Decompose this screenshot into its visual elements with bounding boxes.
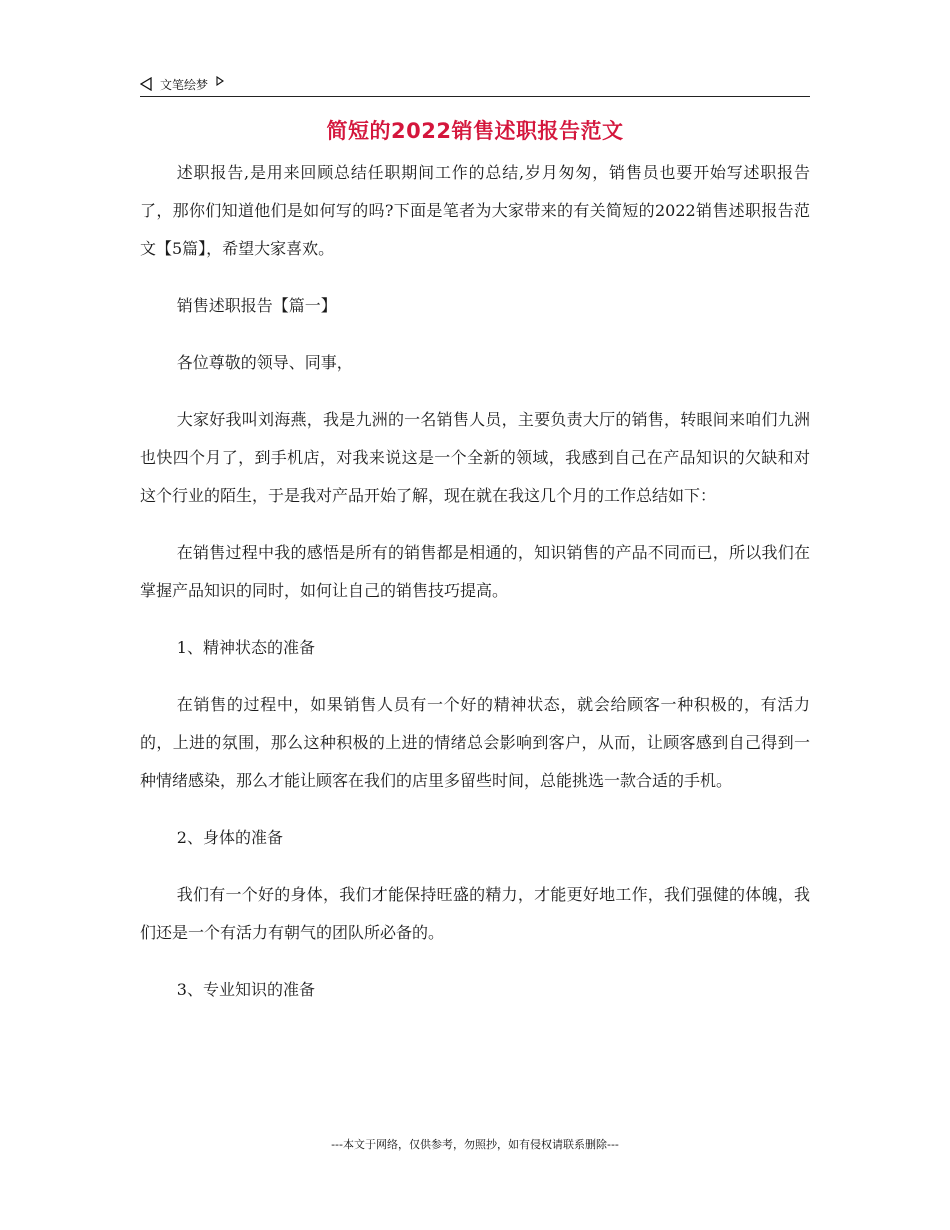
subheading: 3、专业知识的准备 <box>176 980 315 999</box>
subheading: 2、身体的准备 <box>176 828 283 847</box>
triangle-left-icon <box>140 77 152 91</box>
intro-paragraph: 述职报告,是用来回顾总结任职期间工作的总结,岁月匆匆，销售员也要开始写述职报告了，那你们知道他们是如何写的吗?下面是笔者为大家带来的有关简短的2022销售述职报告范文【5篇】，希望大家喜欢。 <box>140 163 810 258</box>
salutation: 各位尊敬的领导、同事， <box>176 353 353 372</box>
body-paragraph: 我们有一个好的身体，我们才能保持旺盛的精力，才能更好地工作，我们强健的体魄，我们还是一个有活力有朝气的团队所必备的。 <box>140 885 810 942</box>
body-paragraph: 在销售的过程中，如果销售人员有一个好的精神状态，就会给顾客一种积极的，有活力的，上进的氛围，那么这种积极的上进的情绪总会影响到客户，从而，让顾客感到自己得到一种情绪感染，那么才能让顾客在我们的店里多留些时间，总能挑选一款合适的手机。 <box>140 695 810 790</box>
body-paragraph: 大家好我叫刘海燕，我是九洲的一名销售人员，主要负责大厅的销售，转眼间来咱们九洲也快四个月了，到手机店，对我来说这是一个全新的领域，我感到自己在产品知识的欠缺和对这个行业的陌生，于是我对产品开始了解，现在就在我这几个月的工作总结如下： <box>140 410 810 505</box>
subheading: 1、精神状态的准备 <box>176 638 315 657</box>
section-heading: 销售述职报告【篇一】 <box>176 296 337 315</box>
document-body <box>140 154 810 1009</box>
triangle-right-icon <box>216 76 224 86</box>
body-paragraph: 在销售过程中我的感悟是所有的销售都是相通的，知识销售的产品不同而已，所以我们在掌握产品知识的同时，如何让自己的销售技巧提高。 <box>140 543 810 600</box>
header-brand: 文笔绘梦 <box>160 77 209 92</box>
page-header <box>140 72 810 97</box>
page-footer: ---本文于网络，仅供参考，勿照抄，如有侵权请联系删除--- <box>331 1138 619 1151</box>
document-title: 简短的2022销售述职报告范文 <box>326 119 624 143</box>
